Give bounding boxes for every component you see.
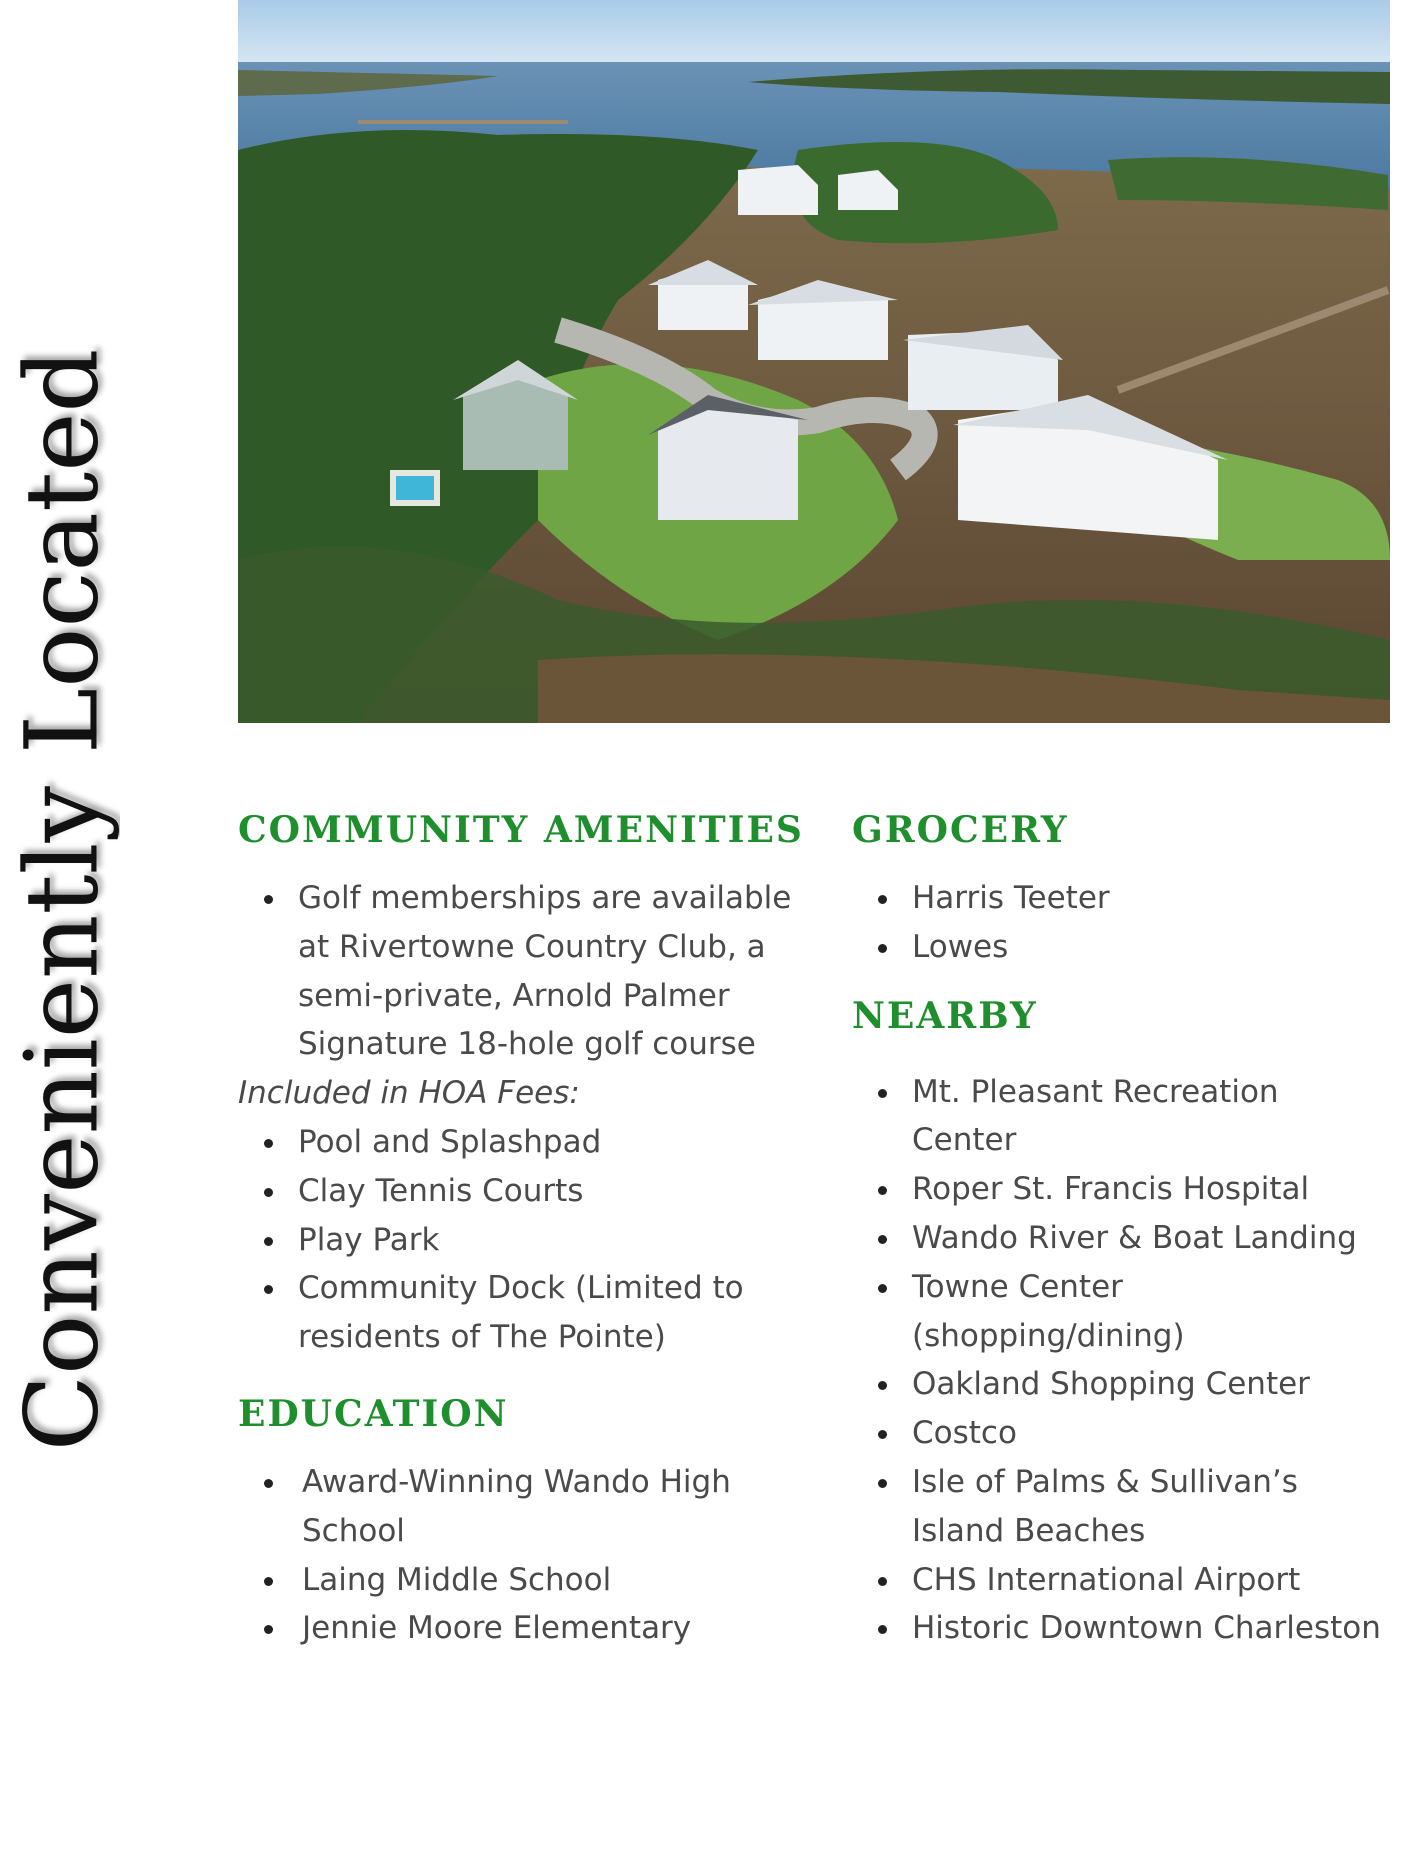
list-item: Isle of Palms & Sullivan’s Island Beaches bbox=[912, 1458, 1392, 1556]
amenities-heading: COMMUNITY AMENITIES bbox=[238, 809, 804, 851]
nearby-heading: NEARBY bbox=[852, 994, 1038, 1037]
grocery-list bbox=[852, 874, 1392, 972]
hoa-included-list bbox=[238, 1118, 798, 1362]
pool bbox=[393, 473, 437, 503]
sky bbox=[238, 0, 1390, 66]
list-item: CHS International Airport bbox=[912, 1556, 1392, 1605]
nearby-list bbox=[852, 1068, 1392, 1654]
list-item: Community Dock (Limited to residents of The Pointe) bbox=[298, 1264, 798, 1362]
list-item: Award-Winning Wando High School bbox=[298, 1458, 798, 1556]
list-item: Pool and Splashpad bbox=[298, 1118, 798, 1167]
education-heading: EDUCATION bbox=[238, 1392, 509, 1435]
hoa-fees-note: Included in HOA Fees: bbox=[238, 1075, 580, 1112]
list-item: Harris Teeter bbox=[912, 874, 1392, 923]
left-column bbox=[238, 800, 804, 1653]
grocery-heading: GROCERY bbox=[852, 809, 1069, 851]
right-column bbox=[852, 800, 1392, 1653]
side-title-text: Conveniently Located bbox=[3, 348, 120, 1452]
house-5 bbox=[903, 325, 1063, 410]
list-item: Laing Middle School bbox=[298, 1556, 798, 1605]
amenities-list bbox=[238, 874, 798, 1069]
list-item: Clay Tennis Courts bbox=[298, 1167, 798, 1216]
list-item: Oakland Shopping Center bbox=[912, 1360, 1392, 1409]
education-list bbox=[238, 1458, 798, 1653]
list-item: Costco bbox=[912, 1409, 1392, 1458]
aerial-community-photo bbox=[238, 0, 1390, 723]
list-item: Play Park bbox=[298, 1216, 798, 1265]
side-title bbox=[0, 0, 120, 1853]
list-item: Lowes bbox=[912, 923, 1392, 972]
list-item: Golf memberships are available at Rivertowne Country Club, a semi-private, Arnold Palmer Signature 18-hole golf course bbox=[298, 874, 798, 1069]
list-item: Roper St. Francis Hospital bbox=[912, 1165, 1392, 1214]
list-item: Mt. Pleasant Recreation Center bbox=[912, 1068, 1392, 1166]
list-item: Wando River & Boat Landing bbox=[912, 1214, 1392, 1263]
list-item: Towne Center (shopping/dining) bbox=[912, 1263, 1392, 1361]
list-item: Historic Downtown Charleston bbox=[912, 1604, 1392, 1653]
list-item: Jennie Moore Elementary bbox=[298, 1604, 798, 1653]
